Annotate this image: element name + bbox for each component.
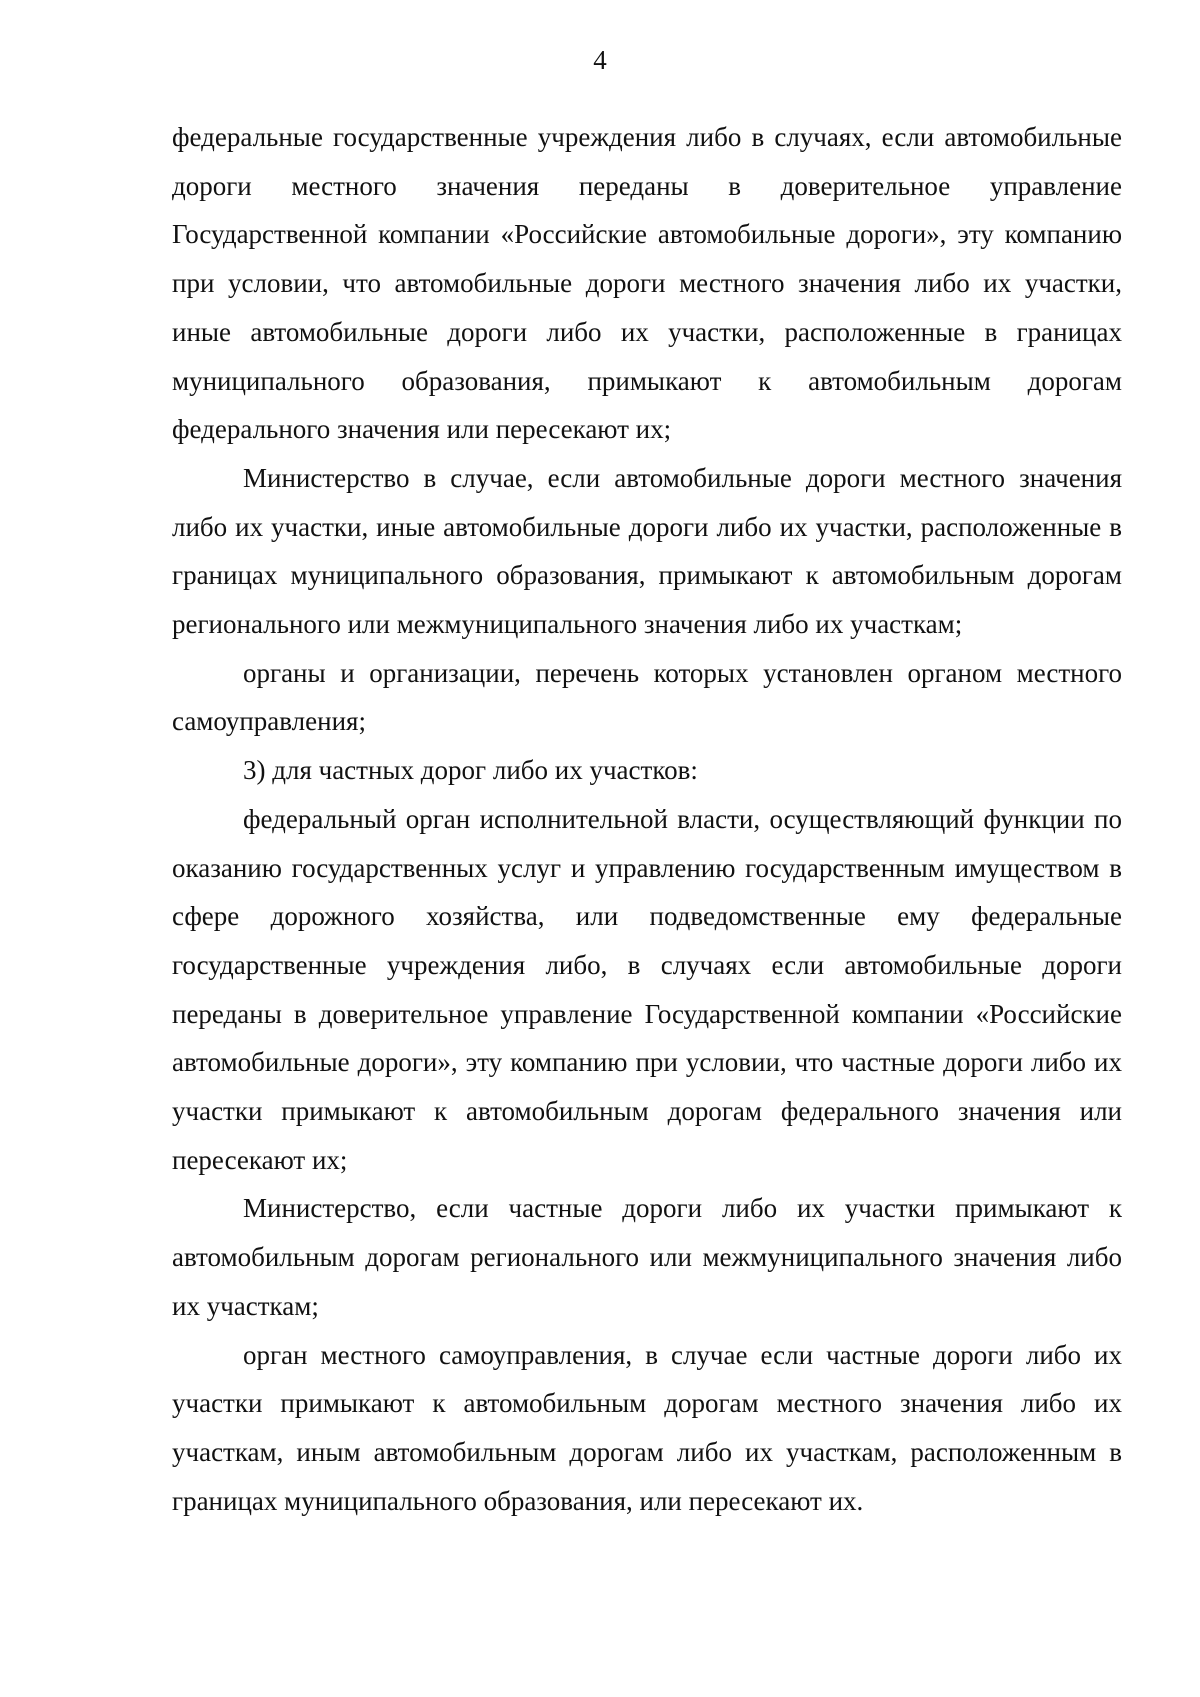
paragraph-local-authorities: органы и организации, перечень которых установлен органом местного самоуправления; bbox=[172, 657, 1122, 737]
paragraph-private-roads-heading: 3) для частных дорог либо их участков: bbox=[243, 755, 698, 786]
paragraph-federal-institutions-continuation: федеральные государственные учреждения либо в случаях, если автомобильные дороги местного значения переданы в доверительное управление Государственной компании «Российские автомобильные дороги», эту компанию при условии, что автомобильные дороги местного значения либо их участки, иные автомобильные дороги либо их участки, расположенные в границах муниципального образования, примыкают к автомобильным дорогам федерального значения или пересекают их; bbox=[172, 122, 1122, 445]
paragraph-local-government-private-roads: орган местного самоуправления, в случае если частные дороги либо их участки примыкают к автомобильным дорогам местного значения либо их участкам, иным автомобильным дорогам либо их участкам, расположенным в границах муниципального образования, или пересекают их. bbox=[172, 1339, 1122, 1516]
paragraph-ministry-private-roads: Министерство, если частные дороги либо их участки примыкают к автомобильным дорогам регионального или межмуниципального значения либо их участкам; bbox=[172, 1193, 1122, 1321]
paragraph-federal-authority-private-roads: федеральный орган исполнительной власти, осуществляющий функции по оказанию государственных услуг и управлению государственным имуществом в сфере дорожного хозяйства, или подведомственные ему федеральные государственные учреждения либо, в случаях если автомобильные дороги переданы в доверительное управление Государственной компании «Российские автомобильные дороги», эту компанию при условии, что частные дороги либо их участки примыкают к автомобильным дорогам федерального значения или пересекают их; bbox=[172, 803, 1122, 1175]
paragraph-ministry-local-roads: Министерство в случае, если автомобильные дороги местного значения либо их участки, иные автомобильные дороги либо их участки, расположенные в границах муниципального образования, примыкают к автомобильным дорогам регионального или межмуниципального значения либо их участкам; bbox=[172, 462, 1122, 640]
document-body bbox=[172, 113, 1122, 1525]
page-number: 4 bbox=[593, 45, 607, 75]
